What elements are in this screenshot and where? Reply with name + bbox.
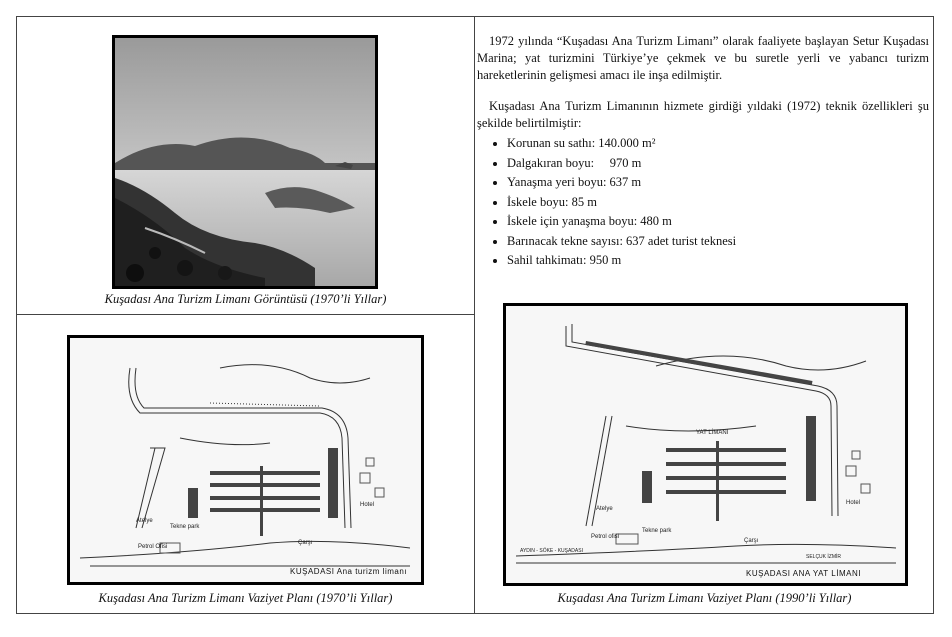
plan1970-caption: Kuşadası Ana Turizm Limanı Vaziyet Planı (1970’li Yıllar)	[98, 591, 393, 605]
plan1990-label-selcuk: SELÇUK İZMİR	[806, 554, 842, 560]
features-list	[477, 134, 929, 271]
layout-table	[16, 16, 934, 614]
list-item: • İskele için yanaşma boyu: 480 m	[507, 212, 929, 232]
intro-paragraph: 1972 yılında “Kuşadası Ana Turizm Limanı” olarak faaliyete başlayan Setur Kuşadası Marina; yat turizmini Türkiye’ye çekmek ve bu suretle yerli ve yabancı turizm hareketlerinin gelişmesi amacı ile inşa edilmiştir.	[477, 34, 929, 82]
table-divider-vertical	[474, 17, 475, 613]
photo-caption: Kuşadası Ana Turizm Limanı Görüntüsü (1970’li Yıllar)	[104, 292, 387, 306]
plan1990-label-hotel: Hotel	[846, 500, 861, 506]
plan1970-label-petrol: Petrol Ofisi	[138, 544, 168, 550]
plan1970-label-carsi: Çarşı	[298, 540, 313, 546]
list-item: • Korunan su sathı: 140.000 m²	[507, 134, 929, 154]
site-plan-1970	[67, 335, 424, 585]
plan1990-title: KUŞADASI ANA YAT LİMANI	[746, 569, 861, 578]
plan1990-caption: Kuşadası Ana Turizm Limanı Vaziyet Planı (1990’li Yıllar)	[557, 591, 852, 605]
plan1990-label-tekne-park: Tekne park	[642, 528, 672, 534]
list-item: • Barınacak tekne sayısı: 637 adet turist teknesi	[507, 232, 929, 252]
list-item: • Sahil tahkimatı: 950 m	[507, 251, 929, 271]
features-paragraph: Kuşadası Ana Turizm Limanının hizmete girdiği yıldaki (1972) teknik özellikleri şu şekilde belirtilmiştir:	[477, 99, 929, 130]
plan1990-label-carsi: Çarşı	[744, 538, 759, 544]
plan1970-label-hotel: Hotel	[360, 502, 375, 508]
plan1990-label-atelye: Atelye	[596, 506, 613, 512]
list-item: • Yanaşma yeri boyu: 637 m	[507, 173, 929, 193]
description-text	[477, 25, 929, 271]
plan1990-label-yat-limani: YAT LİMANI	[696, 430, 729, 436]
list-item: • İskele boyu: 85 m	[507, 193, 929, 213]
plan1970-label-tekne-park: Tekne park	[170, 524, 200, 530]
site-plan-1990	[503, 303, 908, 586]
plan1970-label-atelye: Atelye	[136, 518, 153, 524]
table-divider-horizontal	[17, 314, 474, 315]
plan1990-label-petrol: Petrol ofisi	[591, 534, 620, 540]
list-item: • Dalgakıran boyu: 970 m	[507, 154, 929, 174]
plan1990-label-road: AYDIN - SÖKE - KUŞADASI	[520, 548, 583, 554]
plan1970-title: KUŞADASI Ana turizm limanı	[290, 567, 408, 576]
harbor-photo	[112, 35, 378, 289]
